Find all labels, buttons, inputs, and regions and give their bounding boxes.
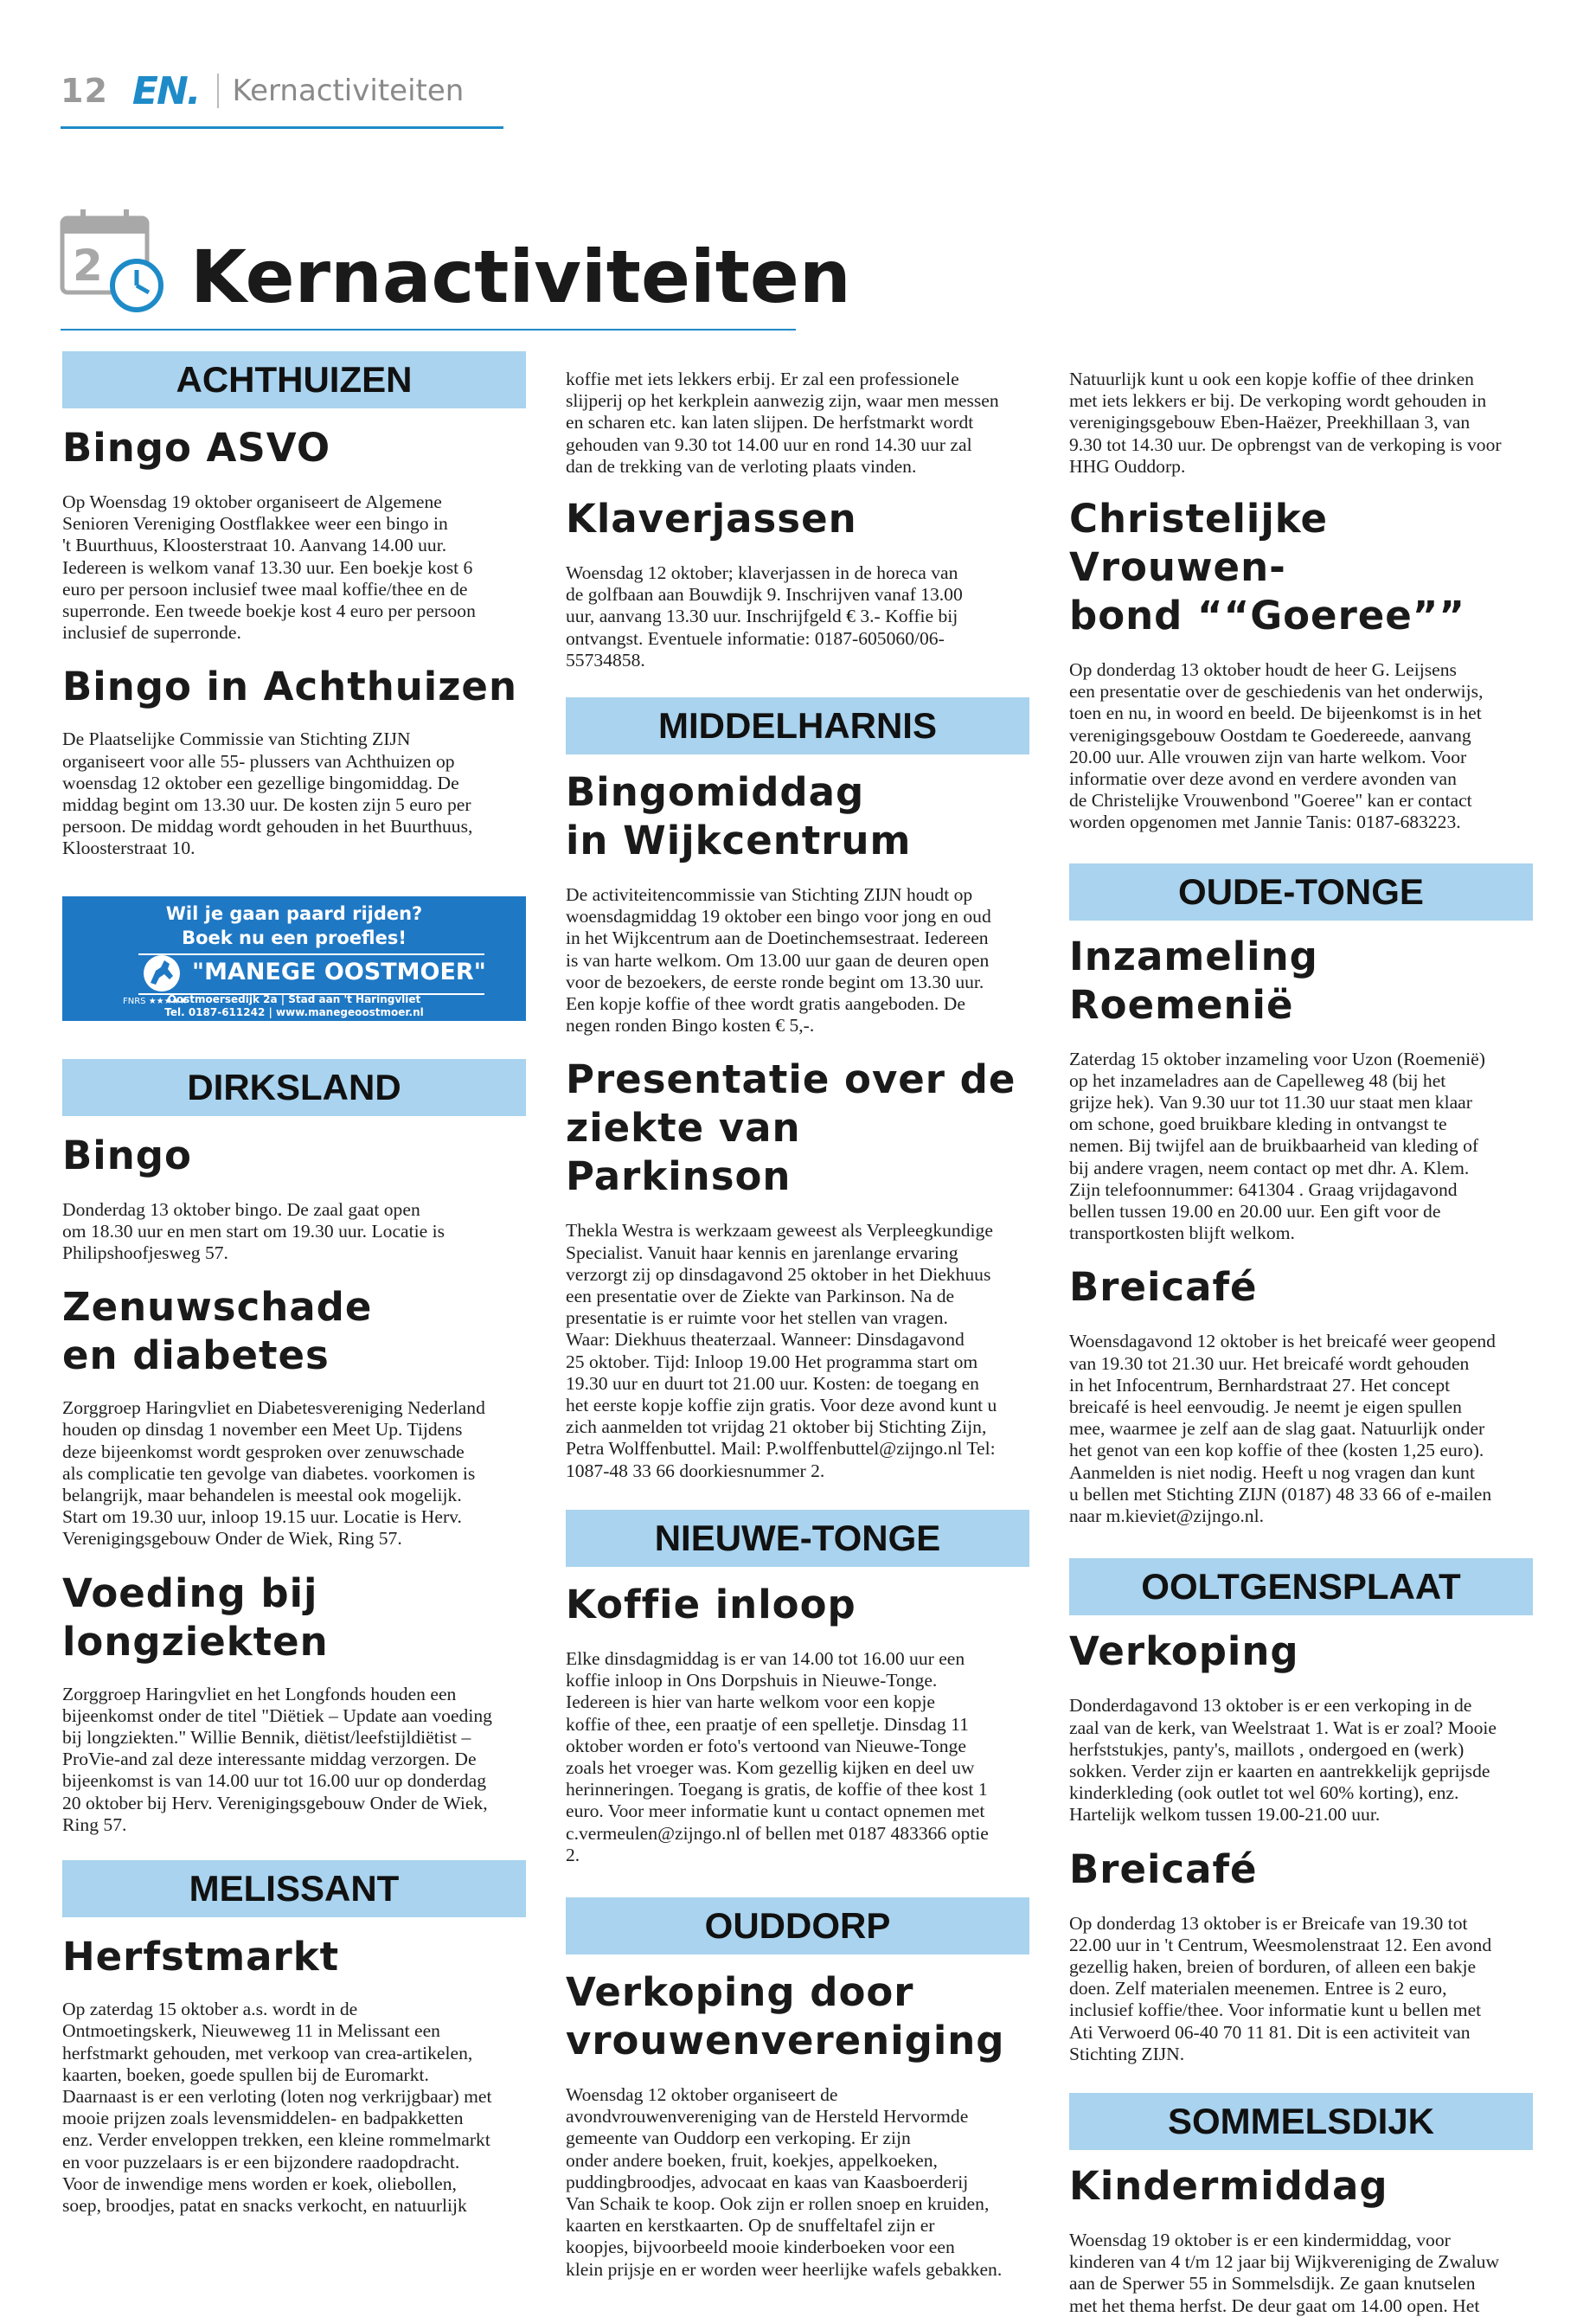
article-title: Koffie inloop bbox=[566, 1581, 856, 1627]
article-title: Herfstmarkt bbox=[62, 1934, 340, 1980]
calendar-digit: 2 bbox=[73, 241, 103, 291]
article-text: Zorggroep Haringvliet en het Longfonds houden een bijeenkomst onder de titel "Diëtiek – Update aan voeding bij longziekten." Willie Bennik, diëtist/leefstijldiëtist – ProVie-and zal deze interessante middag verzorgen. De bijeenkomst is van 14.00 uur tot 16.00 uur op donderdag 20 oktober bij Herv. Verenigingsgebouw Onder de Wiek, Ring 57. bbox=[62, 1683, 492, 1835]
article-title: Bingo ASVO bbox=[62, 425, 331, 471]
article-text: Op donderdag 13 oktober is er Breicafe van 19.30 tot 22.00 uur in 't Centrum, Weesmolenstraat 12. Een avond gezellig haken, breien of borduren, of alleen een bakje doen. Zelf materialen meenemen. Entree is 2 euro, inclusief koffie/thee. Voor informatie kunt u bellen met Ati Verwoerd 06-40 70 11 81. Dit is een activiteit van Stichting ZIJN. bbox=[1069, 1912, 1492, 2064]
article-title: Verkoping bbox=[1069, 1628, 1299, 1675]
column-1 bbox=[62, 351, 526, 2217]
article-title: Voeding bij longziekten bbox=[62, 1569, 329, 1665]
article-text: Woensdagavond 12 oktober is het breicafé weer geopend van 19.30 tot 21.30 uur. Het breicafé wordt gehouden in het Infocentrum, Bernhardstraat 27. Het concept breicafé is heel eenvoudig. Je neemt je eigen spullen mee, waarmee je zelf aan de slag gaat. Natuurlijk onder het genot van een kop koffie of thee (kosten 1,25 euro). Aanmelden is niet nodig. Heeft u nog vragen dan kunt u bellen met Stichting ZIJN (0187) 48 33 66 of e-mailen naar m.kieviet@zijngo.nl. bbox=[1069, 1331, 1496, 1527]
page-number: 12 bbox=[61, 72, 108, 110]
article-text: Donderdag 13 oktober bingo. De zaal gaat open om 18.30 uur en men start om 19.30 uur. Locatie is Philipshoofjesweg 57. bbox=[62, 1198, 445, 1264]
article-text-continued: koffie met iets lekkers erbij. Er zal een professionele slijperij op het kerkplein aanwezig zijn, waar men messen en scharen etc. kan laten slijpen. De herfstmarkt wordt gehouden van 9.30 tot 14.00 uur en rond 14.30 uur zal dan de trekking van de verloting plaats vinden. bbox=[566, 369, 999, 477]
article-title: Inzameling Roemenië bbox=[1069, 933, 1318, 1028]
title-rule bbox=[61, 329, 796, 331]
article-title: Kindermiddag bbox=[1069, 2162, 1388, 2209]
article-text: Zaterdag 15 oktober inzameling voor Uzon (Roemenië) op het inzameladres aan de Capelleweg 48 (bij het grijze hek). Van 9.30 uur tot 11.30 uur staat men klaar om schone, goed bruikbare kleding in ontvangst te nemen. Bij twijfel aan de bruikbaarheid van kleding of bij andere vragen, neem contact op met dhr. A. Klem. Zijn telefoonnummer: 641304 . Graag vrijdagavond bellen tussen 19.00 en 20.00 uur. Een gift voor de transportkosten blijft welkom. bbox=[1069, 1048, 1485, 1244]
section-name: Kernactiviteiten bbox=[232, 74, 465, 108]
region-header-achthuizen: ACHTHUIZEN bbox=[62, 351, 526, 408]
article-text: Op donderdag 13 oktober houdt de heer G. Leijsens een presentatie over de geschiedenis van het onderwijs, toen en nu, in woord en beeld. De bijeenkomst is in het verenigingsgebouw Oostdam te Goedereede, aanvang 20.00 uur. Alle vrouwen zijn van harte welkom. Voor informatie over deze avond en verdere avonden van de Christelijke Vrouwenbond "Goeree" kan er contact worden opgenomen met Jannie Tanis: 0187-683223. bbox=[1069, 659, 1484, 833]
region-header-nieuwe-tonge: NIEUWE-TONGE bbox=[566, 1510, 1029, 1567]
region-header-sommelsdijk: SOMMELSDIJK bbox=[1069, 2093, 1533, 2150]
ad-subheadline: Boek nu een proefles! bbox=[182, 927, 407, 948]
article-title: Bingomiddag in Wijkcentrum bbox=[566, 769, 912, 864]
ad-headline: Wil je gaan paard rijden? bbox=[165, 902, 423, 924]
article-text-continued: Natuurlijk kunt u ook een kopje koffie of thee drinken met iets lekkers er bij. De verkoping wordt gehouden in verenigingsgebouw Eben-Haëzer, Preekhillaan 3, van 9.30 tot 14.30 uur. De opbrengst van de verkoping is voor HHG Ouddorp. bbox=[1069, 369, 1502, 477]
article-title: Christelijke Vrouwen- bond ““Goeree”” bbox=[1069, 496, 1465, 639]
ad-address-line: Oostmoersedijk 2a | Stad aan 't Haringvliet bbox=[167, 992, 421, 1005]
region-header-ooltgensplaat: OOLTGENSPLAAT bbox=[1069, 1558, 1533, 1615]
article-text: Woensdag 19 oktober is er een kindermiddag, voor kinderen van 4 t/m 12 jaar bij Wijkvereniging de Zwaluw aan de Sperwer 55 in Sommelsdijk. Ze gaan knutselen met het thema herfst. De deur gaat om 14.00 open. Het bbox=[1069, 2229, 1500, 2316]
region-header-ouddorp: OUDDORP bbox=[566, 1897, 1029, 1954]
region-header-oude-tonge: OUDE-TONGE bbox=[1069, 863, 1533, 921]
region-header-dirksland: DIRKSLAND bbox=[62, 1059, 526, 1116]
region-header-middelharnis: MIDDELHARNIS bbox=[566, 697, 1029, 754]
article-text: De Plaatselijke Commissie van Stichting ZIJN organiseert voor alle 55- plussers van Achthuizen op woensdag 12 oktober een gezellige bingomiddag. De middag begint om 13.30 uur. De kosten zijn 5 euro per persoon. De middag wordt gehouden in het Buurthuus, Kloosterstraat 10. bbox=[62, 728, 473, 859]
ad-brand-name: "MANEGE OOSTMOER" bbox=[192, 958, 486, 985]
ad-contact-line: Tel. 0187-611242 | www.manegeoostmoer.nl bbox=[164, 1005, 424, 1018]
article-title: Bingo bbox=[62, 1132, 192, 1178]
header-separator bbox=[217, 74, 219, 108]
article-title: Bingo in Achthuizen bbox=[62, 664, 517, 710]
article-text: Donderdagavond 13 oktober is er een verkoping in de zaal van de kerk, van Weelstraat 1. Wat is er zoal? Mooie herfststukjes, panty's, maillots , ondergoed en (werk) sokken. Verder zijn er kaarten en aantrekkelijk geprijsde kinderkleding (ook outlet tot wel 60% korting), enz. Hartelijk welkom tussen 19.00-21.00 uur. bbox=[1069, 1695, 1497, 1826]
article-title: Klaverjassen bbox=[566, 496, 857, 542]
article-title: Presentatie over de ziekte van Parkinson bbox=[566, 1056, 1016, 1200]
article-text: Op zaterdag 15 oktober a.s. wordt in de Ontmoetingskerk, Nieuweweg 11 in Melissant een herfstmarkt gehouden, met verkoop van crea-artikelen, kaarten, boeken, goede spullen bij de Euromarkt. Daarnaast is er een verloting (loten nog verkrijgbaar) met mooie prijzen zoals levensmiddelen- en badpakketten enz. Verder enveloppen trekken, een kleine rommelmarkt en voor puzzelaars is er een bijzondere raadopdracht. Voor de inwendige mens worden er koek, oliebollen, soep, broodjes, patat en snacks verkocht, en natuurlijk bbox=[62, 1999, 492, 2216]
article-text: Op Woensdag 19 oktober organiseert de Algemene Senioren Vereniging Oostflakkee weer een bingo in 't Buurthuus, Kloosterstraat 10. Aanvang 14.00 uur. Iedereen is welkom vanaf 13.30 uur. Een boekje kost 6 euro per persoon inclusief twee maal koffie/thee en de superronde. Een tweede boekje kost 4 euro per persoon inclusief de superronde. bbox=[62, 491, 476, 644]
article-title: Zenuwschade en diabetes bbox=[62, 1284, 373, 1379]
article-title: Breicafé bbox=[1069, 1264, 1258, 1311]
newspaper-logo: EN. bbox=[131, 68, 200, 113]
article-text: Thekla Westra is werkzaam geweest als Verpleegkundige Specialist. Vanuit haar kennis en jarenlange ervaring verzorgt zij op dinsdagavond 25 oktober in het Diekhuus een presentatie over de Ziekte van Parkinson. Na de presentatie is er ruimte voor het stellen van vragen. Waar: Diekhuus theaterzaal. Wanneer: Dinsdagavond 25 oktober. Tijd: Inloop 19.00 Het programma start om 19.30 uur en duurt tot 21.00 uur. Kosten: de toegang en het eerste kopje koffie zijn gratis. Voor deze avond kunt u zich aanmelden tot vrijdag 21 oktober bij Stichting Zijn, Petra Wolffenbuttel. Mail: P.wolffenbuttel@zijngo.nl Tel: 1087-48 33 66 doorkiesnummer 2. bbox=[566, 1220, 997, 1481]
article-title: Verkoping door vrouwenvereniging bbox=[566, 1968, 1005, 2063]
page-header bbox=[61, 67, 464, 114]
article-text: Elke dinsdagmiddag is er van 14.00 tot 16.00 uur een koffie inloop in Ons Dorpshuis in Nieuwe-Tonge. Iedereen is hier van harte welkom voor een kopje koffie of thee, een praatje of een spelletje. Dinsdag 11 oktober worden er foto's vertoond van Nieuwe-Tonge zoals het vroeger was. Kom gezellig kijken en deel uw herinneringen. Toegang is gratis, de koffie of thee kost 1 euro. Voor meer informatie kunt u contact opnemen met c.vermeulen@zijngo.nl of bellen met 0187 483366 optie 2. bbox=[566, 1647, 989, 1865]
horse-logo-icon bbox=[138, 953, 185, 993]
article-text: Woensdag 12 oktober organiseert de avondvrouwenvereniging van de Hersteld Hervormde gemeente van Ouddorp een verkoping. Er zijn onder andere boeken, fruit, koekjes, appelkoeken, puddingbroodjes, advocaat en kaas van Kaasboerderij Van Schaik te koop. Ook zijn er rollen snoep en kruiden, kaarten en kerstkaarten. Op de snuffeltafel zijn er koopjes, bijvoorbeeld mooie kinderboeken voor een klein prijsje en er worden weer heerlijke wafels gebakken. bbox=[566, 2083, 1003, 2280]
ad-address bbox=[62, 993, 526, 1019]
header-rule bbox=[61, 126, 503, 129]
calendar-clock-icon bbox=[59, 206, 170, 317]
article-title: Breicafé bbox=[1069, 1845, 1258, 1892]
page-title: Kernactiviteiten bbox=[190, 234, 851, 319]
advertisement[interactable] bbox=[62, 896, 526, 1021]
column-2 bbox=[566, 351, 1029, 2281]
article-text: Zorggroep Haringvliet en Diabetesvereniging Nederland houden op dinsdag 1 november een Meet Up. Tijdens deze bijeenkomst wordt gesproken over zenuwschade als complicatie ten gevolge van diabetes. voorkomen is belangrijk, maar behandelen is meestal ook mogelijk. Start om 19.30 uur, inloop 19.15 uur. Locatie is Herv. Verenigingsgebouw Onder de Wiek, Ring 57. bbox=[62, 1397, 485, 1550]
article-text: De activiteitencommissie van Stichting ZIJN houdt op woensdagmiddag 19 oktober een bingo voor jong en oud in het Wijkcentrum aan de Doetinchemsestraat. Iedereen is van harte welkom. Om 13.00 uur gaan de deuren open voor de bezoekers, de eerste ronde begint om 13.30 uur. Een kopje koffie of thee wordt gratis aangeboden. De negen ronden Bingo kosten € 5,-. bbox=[566, 884, 991, 1037]
region-header-melissant: MELISSANT bbox=[62, 1860, 526, 1917]
article-text: Woensdag 12 oktober; klaverjassen in de horeca van de golfbaan aan Bouwdijk 9. Inschrijven vanaf 13.00 uur, aanvang 13.30 uur. Inschrijfgeld € 3.- Koffie bij ontvangst. Eventuele informatie: 0187-605060/06- 55734858. bbox=[566, 562, 963, 671]
column-3 bbox=[1069, 351, 1533, 2317]
ad-rating: FNRS ★★★★★ bbox=[123, 996, 188, 1006]
